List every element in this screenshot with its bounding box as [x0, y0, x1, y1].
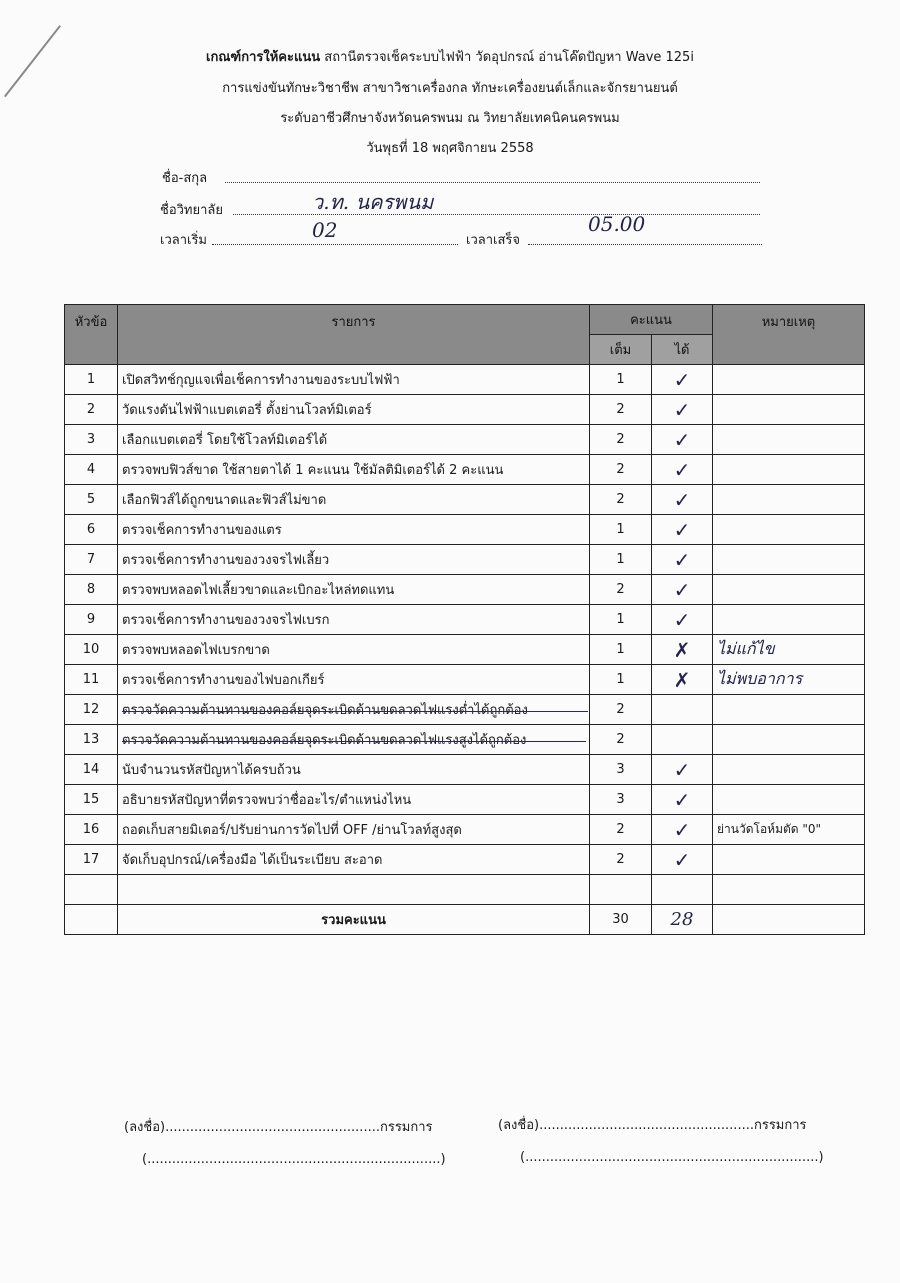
- row-item: [118, 725, 590, 755]
- row-full-score: 1: [590, 365, 652, 395]
- row-number: 9: [65, 605, 118, 635]
- row-item: ตรวจพบฟิวส์ขาด ใช้สายตาได้ 1 คะแนน ใช้มัลติมิเตอร์ได้ 2 คะแนน: [118, 455, 590, 485]
- row-note: [713, 755, 865, 785]
- row-got-score: ✓: [652, 515, 713, 545]
- start-value: 02: [312, 218, 338, 242]
- row-number: 15: [65, 785, 118, 815]
- row-got-score: ✓: [652, 455, 713, 485]
- table-row: [65, 395, 865, 425]
- row-number: 17: [65, 845, 118, 875]
- total-label: รวมคะแนน: [118, 905, 590, 935]
- college-value: ว.ท. นครพนม: [312, 190, 434, 214]
- row-got-score: ✓: [652, 395, 713, 425]
- end-label: เวลาเสร็จ: [466, 233, 520, 248]
- row-item: วัดแรงดันไฟฟ้าแบตเตอรี่ ตั้งย่านโวลท์มิเตอร์: [118, 395, 590, 425]
- signature-left: (ลงชื่อ)....................................................กรรมการ: [124, 1120, 433, 1135]
- row-number: 2: [65, 395, 118, 425]
- table-row: [65, 515, 865, 545]
- row-number: 16: [65, 815, 118, 845]
- row-got-score: ✓: [652, 845, 713, 875]
- total-full: 30: [590, 905, 652, 935]
- row-item: ตรวจเช็คการทำงานของวงจรไฟเลี้ยว: [118, 545, 590, 575]
- table-row: [65, 785, 865, 815]
- total-row: [65, 905, 865, 935]
- row-item: ตรวจเช็คการทำงานของแตร: [118, 515, 590, 545]
- row-full-score: 1: [590, 545, 652, 575]
- table-row: [65, 425, 865, 455]
- row-got-score: ✗: [652, 665, 713, 695]
- row-got-score: ✓: [652, 755, 713, 785]
- name-label: ชื่อ-สกุล: [162, 171, 208, 186]
- table-row: [65, 605, 865, 635]
- row-item: ถอดเก็บสายมิเตอร์/ปรับย่านการวัดไปที่ OFF /ย่านโวลท์สูงสุด: [118, 815, 590, 845]
- college-label: ชื่อวิทยาลัย: [160, 203, 224, 218]
- row-note: [713, 785, 865, 815]
- row-note: [713, 515, 865, 545]
- title-rest: สถานีตรวจเช็คระบบไฟฟ้า วัดอุปกรณ์ อ่านโค๊ดปัญหา Wave 125i: [324, 50, 694, 65]
- row-got-score: ✓: [652, 485, 713, 515]
- row-number: 10: [65, 635, 118, 665]
- row-got-score: ✓: [652, 605, 713, 635]
- empty-row: [65, 875, 865, 905]
- row-item: ตรวจเช็คการทำงานของวงจรไฟเบรก: [118, 605, 590, 635]
- row-full-score: 2: [590, 485, 652, 515]
- page-title: [0, 46, 900, 67]
- table-row: [65, 695, 865, 725]
- row-number: 6: [65, 515, 118, 545]
- row-note: [713, 575, 865, 605]
- row-number: 13: [65, 725, 118, 755]
- table-row: [65, 545, 865, 575]
- subtitle-line-3: ระดับอาชีวศึกษาจังหวัดนครพนม ณ วิทยาลัยเทคนิคนครพนม: [280, 111, 620, 126]
- row-number: 3: [65, 425, 118, 455]
- struck-item-text: ตรวจวัดความต้านทานของคอล์ยจุดระเบิดด้านขดลวดไฟแรงต่ำได้ถูกต้อง: [122, 703, 528, 718]
- signature-right: (ลงชื่อ)....................................................กรรมการ: [498, 1118, 807, 1133]
- start-label: เวลาเริ่ม: [160, 233, 208, 248]
- row-got-score: ✓: [652, 785, 713, 815]
- row-item: จัดเก็บอุปกรณ์/เครื่องมือ ได้เป็นระเบียบ สะอาด: [118, 845, 590, 875]
- row-full-score: 2: [590, 395, 652, 425]
- row-got-score: ✓: [652, 575, 713, 605]
- signature-right-name: (.......................................................................): [520, 1150, 824, 1165]
- row-full-score: 2: [590, 455, 652, 485]
- table-row: [65, 665, 865, 695]
- table-row: [65, 815, 865, 845]
- row-full-score: 1: [590, 665, 652, 695]
- row-got-score: ✓: [652, 815, 713, 845]
- table-row: [65, 485, 865, 515]
- row-note: [713, 725, 865, 755]
- row-full-score: 1: [590, 515, 652, 545]
- row-number: 4: [65, 455, 118, 485]
- row-item: ตรวจเช็คการทำงานของไฟบอกเกียร์: [118, 665, 590, 695]
- col-item: รายการ: [118, 305, 590, 365]
- score-table: [64, 304, 865, 935]
- end-field[interactable]: [528, 244, 762, 245]
- row-full-score: 3: [590, 785, 652, 815]
- row-item: อธิบายรหัสปัญหาที่ตรวจพบว่าชื่ออะไร/ตำแหน่งไหน: [118, 785, 590, 815]
- row-full-score: 1: [590, 635, 652, 665]
- row-full-score: 3: [590, 755, 652, 785]
- row-item: เลือกแบตเตอรี่ โดยใช้โวลท์มิเตอร์ได้: [118, 425, 590, 455]
- row-got-score: ✓: [652, 425, 713, 455]
- table-row: [65, 635, 865, 665]
- row-number: 11: [65, 665, 118, 695]
- col-got: ได้: [652, 335, 713, 365]
- table-row: [65, 455, 865, 485]
- name-field[interactable]: [225, 182, 760, 183]
- row-full-score: 2: [590, 425, 652, 455]
- row-item: ตรวจพบหลอดไฟเบรกขาด: [118, 635, 590, 665]
- row-full-score: 2: [590, 575, 652, 605]
- row-got-score: [652, 725, 713, 755]
- table-row: [65, 755, 865, 785]
- row-full-score: 2: [590, 815, 652, 845]
- row-number: 7: [65, 545, 118, 575]
- row-full-score: 2: [590, 725, 652, 755]
- row-number: 5: [65, 485, 118, 515]
- row-got-score: ✓: [652, 545, 713, 575]
- row-number: 1: [65, 365, 118, 395]
- table-row: [65, 575, 865, 605]
- subtitle-date: วันพุธที่ 18 พฤศจิกายน 2558: [366, 141, 534, 156]
- row-item: นับจำนวนรหัสปัญหาได้ครบถ้วน: [118, 755, 590, 785]
- total-got: 28: [652, 905, 713, 935]
- table-row: [65, 845, 865, 875]
- row-note: [713, 485, 865, 515]
- col-full: เต็ม: [590, 335, 652, 365]
- handwritten-note: ไม่พบอาการ: [717, 669, 803, 688]
- row-note: [713, 695, 865, 725]
- signature-left-name: (.......................................................................): [142, 1152, 446, 1167]
- end-value: 05.00: [588, 212, 646, 236]
- row-full-score: 2: [590, 845, 652, 875]
- row-note: [713, 665, 865, 695]
- row-got-score: [652, 695, 713, 725]
- row-item: [118, 695, 590, 725]
- row-note: [713, 605, 865, 635]
- table-row: [65, 725, 865, 755]
- struck-item-text: ตรวจวัดความต้านทานของคอล์ยจุดระเบิดด้านขดลวดไฟแรงสูงได้ถูกต้อง: [122, 733, 527, 748]
- col-score: คะแนน: [590, 305, 713, 335]
- row-number: 8: [65, 575, 118, 605]
- row-item: เลือกฟิวส์ได้ถูกขนาดและฟิวส์ไม่ขาด: [118, 485, 590, 515]
- row-number: 14: [65, 755, 118, 785]
- row-note: [713, 425, 865, 455]
- title-bold: เกณฑ์การให้คะแนน: [206, 50, 321, 65]
- handwritten-note: ไม่แก้ไข: [717, 639, 775, 658]
- col-topic: หัวข้อ: [65, 305, 118, 365]
- row-note: [713, 545, 865, 575]
- row-full-score: 2: [590, 695, 652, 725]
- row-note: [713, 455, 865, 485]
- row-full-score: 1: [590, 605, 652, 635]
- row-note: [713, 845, 865, 875]
- row-note: [713, 365, 865, 395]
- start-field[interactable]: [212, 244, 458, 245]
- row-item: ตรวจพบหลอดไฟเลี้ยวขาดและเบิกอะไหล่ทดแทน: [118, 575, 590, 605]
- row-number: 12: [65, 695, 118, 725]
- row-got-score: ✗: [652, 635, 713, 665]
- row-item: เปิดสวิทช์กุญแจเพื่อเช็คการทำงานของระบบไฟฟ้า: [118, 365, 590, 395]
- row-note: [713, 635, 865, 665]
- row-note: ย่านวัดโอห์มตัด "0": [713, 815, 865, 845]
- subtitle-line-2: การแข่งขันทักษะวิชาชีพ สาขาวิชาเครื่องกล ทักษะเครื่องยนต์เล็กและจักรยานยนต์: [222, 81, 678, 96]
- col-note: หมายเหตุ: [713, 305, 865, 365]
- table-row: [65, 365, 865, 395]
- row-got-score: ✓: [652, 365, 713, 395]
- row-note: [713, 395, 865, 425]
